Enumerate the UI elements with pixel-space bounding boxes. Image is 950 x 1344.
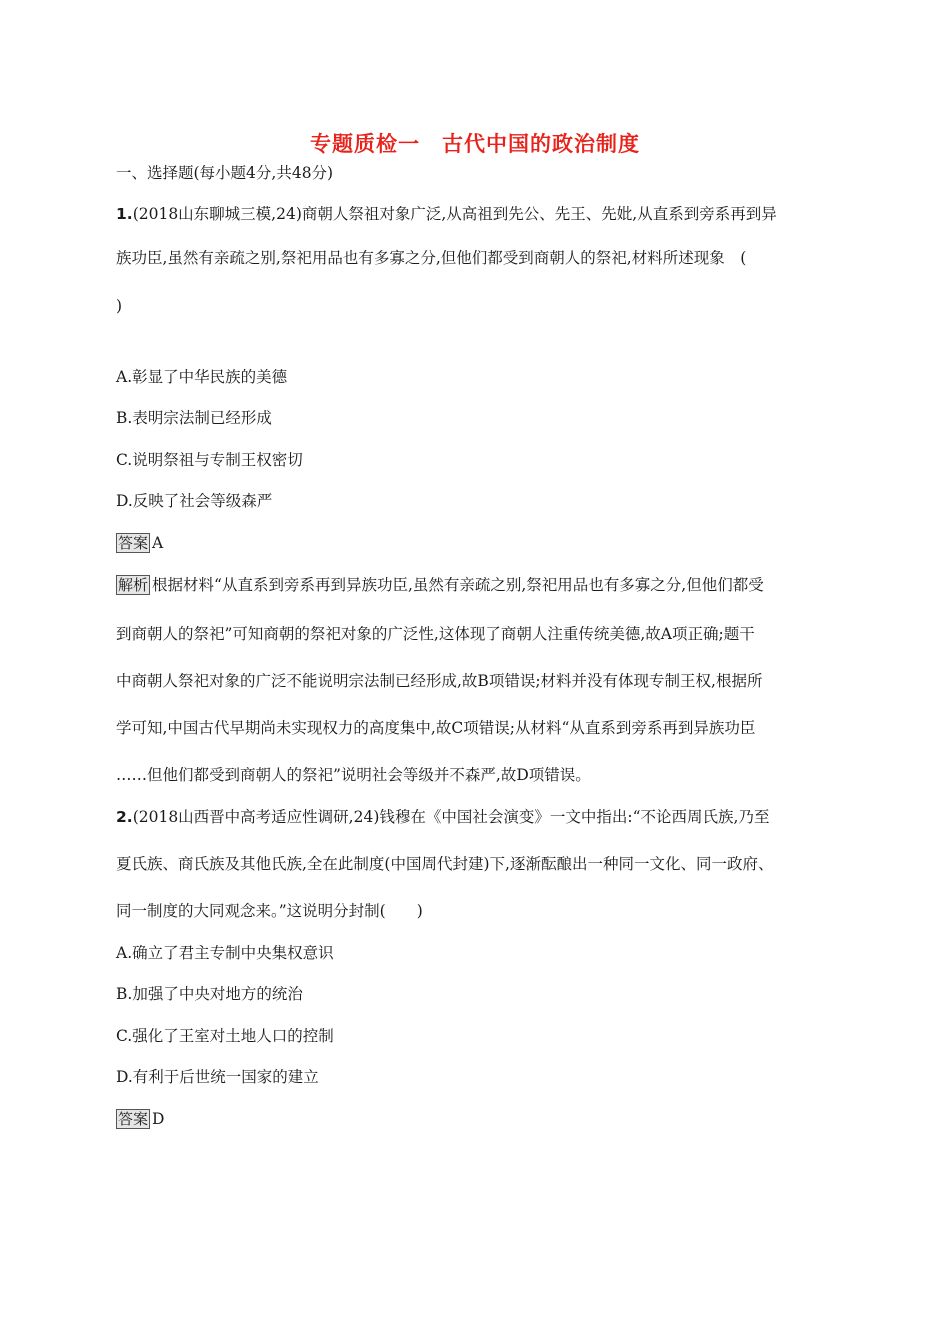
analysis-text: 根据材料“从直系到旁系再到异族功臣,虽然有亲疏之别,祭祀用品也有多寡之分,但他们都受	[152, 576, 764, 594]
q1-option-b: B.表明宗法制已经形成	[116, 409, 272, 427]
q1-stem-text: (2018山东聊城三模,24)商朝人祭祖对象广泛,从高祖到先公、先王、先妣,从直系到旁系再到异	[132, 205, 777, 223]
page-title: 专题质检一 古代中国的政治制度	[310, 132, 640, 156]
q2-option-c: C.强化了王室对土地人口的控制	[116, 1027, 334, 1045]
answer-value: A	[152, 534, 164, 552]
q2-stem-line	[116, 806, 836, 828]
q2-answer	[116, 1108, 836, 1130]
q2-stem-line: 同一制度的大同观念来。”这说明分封制( )	[116, 902, 423, 920]
q2-option-d: D.有利于后世统一国家的建立	[116, 1068, 319, 1086]
q1-option-c: C.说明祭祖与专制王权密切	[116, 451, 303, 469]
q1-stem-line: )	[116, 297, 123, 315]
q1-analysis-line: 到商朝人的祭祀”可知商朝的祭祀对象的广泛性,这体现了商朝人注重传统美德,故A项正确;题干	[116, 625, 755, 643]
q1-option-a: A.彰显了中华民族的美德	[116, 368, 288, 386]
q1-number: 1.	[116, 205, 133, 223]
q2-stem-line: 夏氏族、商氏族及其他氏族,全在此制度(中国周代封建)下,逐渐酝酿出一种同一文化、同一政府、	[116, 855, 774, 873]
section-heading: 一、选择题(每小题4分,共48分)	[116, 164, 334, 182]
q1-analysis-line	[116, 574, 836, 596]
q1-analysis-line: 中商朝人祭祀对象的广泛不能说明宗法制已经形成,故B项错误;材料并没有体现专制王权,根据所	[116, 672, 763, 690]
q1-answer	[116, 532, 836, 554]
answer-tag: 答案	[118, 534, 149, 552]
q1-stem-line: 族功臣,虽然有亲疏之别,祭祀用品也有多寡之分,但他们都受到商朝人的祭祀,材料所述现象 (	[116, 249, 747, 267]
answer-value: D	[152, 1110, 165, 1128]
q2-option-a: A.确立了君主专制中央集权意识	[116, 944, 334, 962]
q1-option-d: D.反映了社会等级森严	[116, 492, 273, 510]
q1-analysis-line: 学可知,中国古代早期尚未实现权力的高度集中,故C项错误;从材料“从直系到旁系再到异族功臣	[116, 719, 756, 737]
q1-stem-line	[116, 203, 836, 225]
analysis-tag: 解析	[118, 576, 149, 594]
q2-number: 2.	[116, 808, 133, 826]
q2-stem-text: (2018山西晋中高考适应性调研,24)钱穆在《中国社会演变》一文中指出:“不论西周氏族,乃至	[132, 808, 770, 826]
answer-tag: 答案	[118, 1110, 149, 1128]
q2-option-b: B.加强了中央对地方的统治	[116, 985, 303, 1003]
q1-analysis-line: ……但他们都受到商朝人的祭祀”说明社会等级并不森严,故D项错误。	[116, 766, 591, 784]
